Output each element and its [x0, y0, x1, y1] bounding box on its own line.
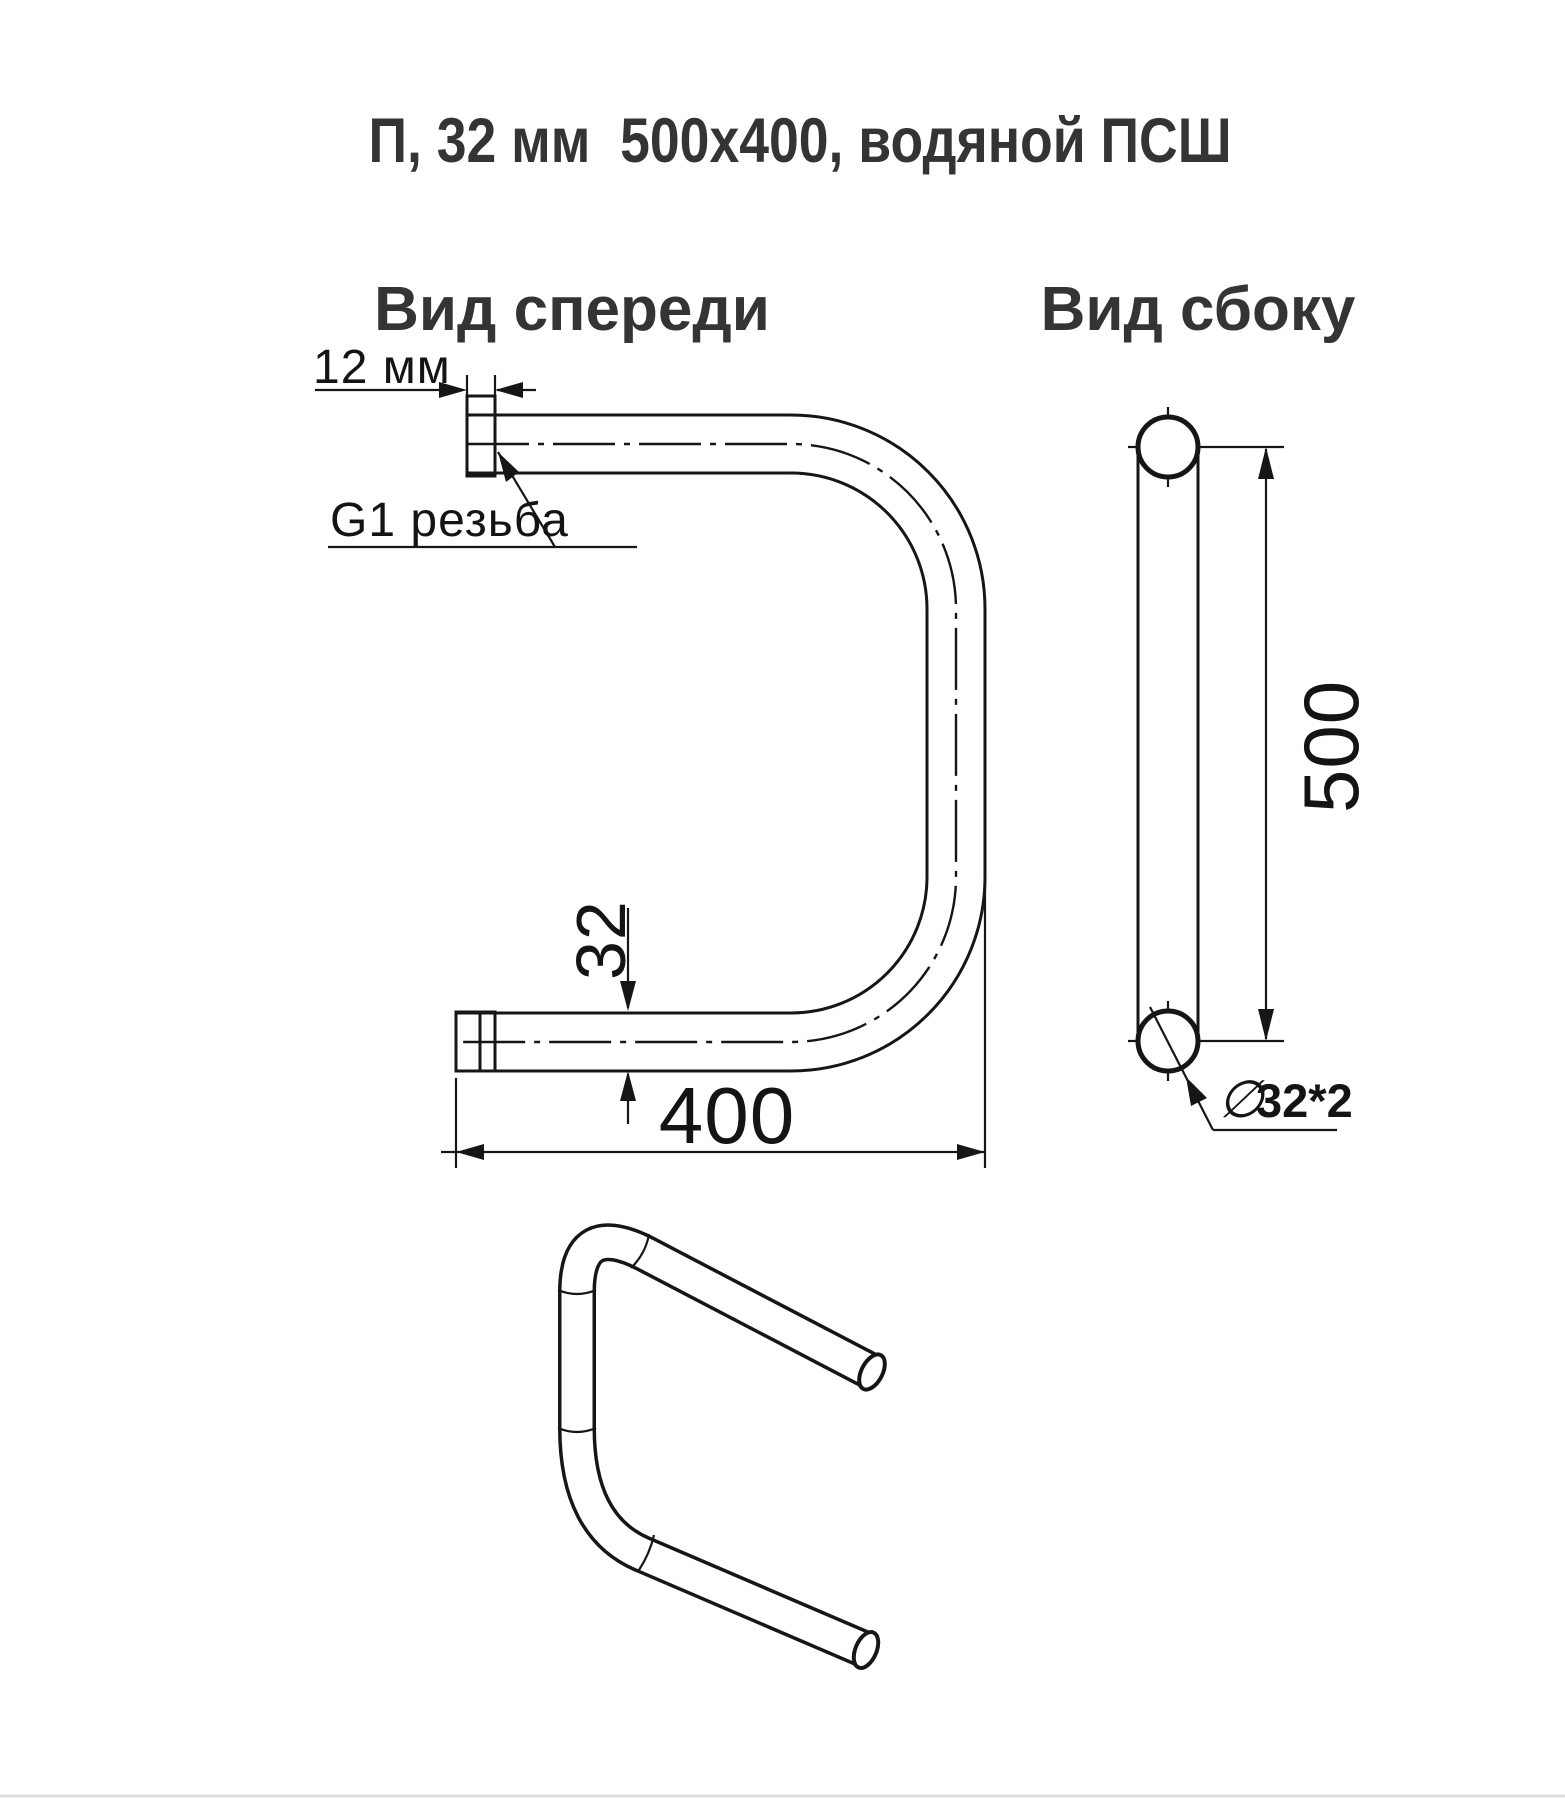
dimension-400: [441, 882, 985, 1168]
dimension-500: [1258, 447, 1375, 1041]
side-top-pipe-section: [1138, 417, 1198, 477]
arrowhead: [620, 981, 636, 1011]
dim-400-text: 400: [658, 1071, 796, 1160]
arrowhead: [495, 382, 523, 398]
dim-12mm-text: 12 мм: [313, 341, 451, 394]
arrowhead: [498, 452, 519, 482]
arrowhead: [620, 1071, 636, 1101]
perspective-tube-body: [577, 1242, 872, 1650]
callout-g1-thread: [328, 452, 637, 547]
pipe-spec-text: 32*2: [1256, 1074, 1353, 1127]
arrowhead: [957, 1144, 985, 1160]
front-view-label: Вид спереди: [374, 275, 770, 344]
dimension-12mm: [313, 341, 536, 401]
arrowhead: [1186, 1077, 1207, 1106]
front-tube-inner-edge: [456, 473, 927, 1013]
arrowhead: [456, 1144, 484, 1160]
diameter-symbol: ∅: [1218, 1071, 1265, 1129]
drawing-title: П, 32 мм 500х400, водяной ПСШ: [368, 105, 1232, 177]
g1-thread-text: G1 резьба: [330, 494, 569, 547]
dim-32-text: 32: [562, 900, 640, 980]
side-view-label: Вид сбоку: [1040, 275, 1356, 344]
side-view: [1128, 407, 1375, 1130]
perspective-view: [558, 1234, 890, 1672]
front-view: [313, 341, 985, 1168]
top-wall-fitting: [467, 396, 495, 476]
dim-500-text: 500: [1287, 679, 1375, 813]
arrowhead: [1258, 1009, 1274, 1041]
arrowhead: [1258, 447, 1274, 479]
